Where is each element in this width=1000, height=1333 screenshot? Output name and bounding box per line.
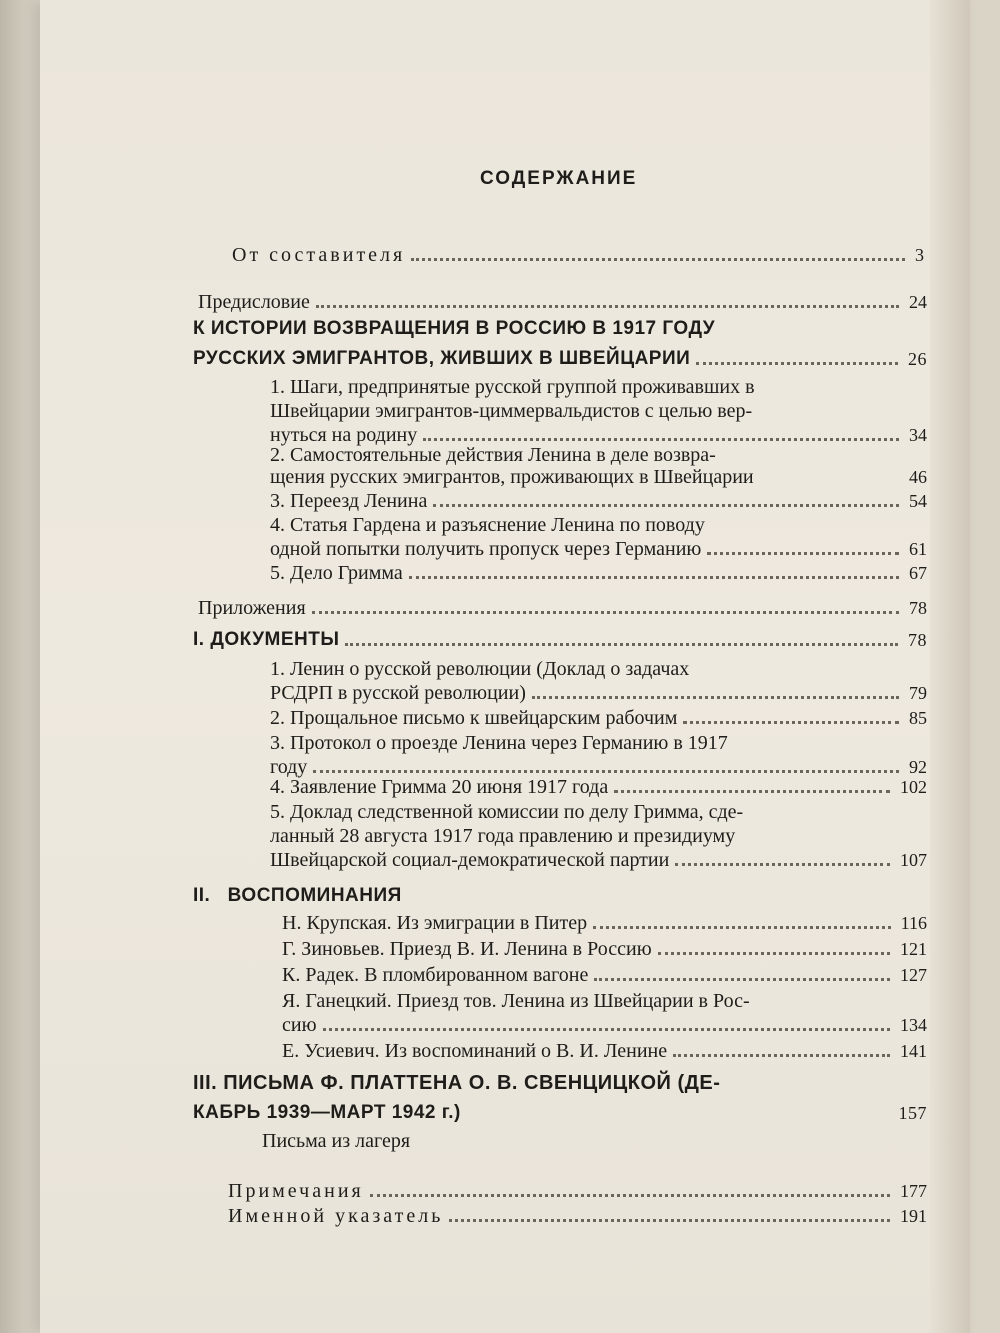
toc-page-number: 177	[900, 1181, 927, 1201]
toc-page-number: 141	[900, 1041, 927, 1061]
toc-item-last-line: щения русских эмигрантов, проживающих в Швейцарии	[270, 466, 754, 488]
memoir-item-4	[282, 1014, 927, 1036]
doc-item-5-line-2: ланный 28 августа 1917 года правлению и президиуму	[270, 825, 736, 847]
section-title-letters	[193, 1102, 927, 1124]
section-title-line-2: РУССКИХ ЭМИГРАНТОВ, ЖИВШИХ В ШВЕЙЦАРИИ	[193, 348, 691, 369]
leader-dots	[673, 1054, 890, 1057]
toc-page-number: 61	[909, 539, 927, 559]
toc-item-3	[270, 490, 927, 512]
toc-item-last-line: нуться на родину	[270, 424, 418, 446]
section-title-line-1: К ИСТОРИИ ВОЗВРАЩЕНИЯ В РОССИЮ В 1917 ГОДУ	[193, 318, 716, 339]
toc-page-number: 85	[909, 708, 927, 728]
toc-page-number: 26	[908, 349, 927, 369]
toc-item-last-line: сию	[282, 1014, 317, 1036]
leader-dots	[313, 770, 899, 773]
toc-item-4-line-1: 4. Статья Гардена и разъяснение Ленина по поводу	[270, 514, 705, 536]
leader-dots	[312, 611, 899, 614]
toc-item-last-line: Е. Усиевич. Из воспоминаний о В. И. Ленине	[282, 1040, 668, 1062]
toc-page-number: 134	[900, 1015, 927, 1035]
leader-dots	[449, 1219, 890, 1222]
toc-page-number: 67	[909, 563, 927, 583]
toc-page-number: 92	[909, 757, 927, 777]
toc-entry-title: Предисловие	[198, 291, 310, 313]
toc-entry-appendix	[198, 597, 927, 619]
section-title-letters-line-2: КАБРЬ 1939—МАРТ 1942 г.)	[193, 1102, 461, 1123]
toc-item-1-line-2: Швейцарии эмигрантов-циммервальдистов с целью вер-	[270, 400, 753, 422]
toc-item-last-line: Г. Зиновьев. Приезд В. И. Ленина в Россию	[282, 938, 652, 960]
toc-page-number: 107	[900, 850, 927, 870]
section-title-return-1917	[193, 348, 927, 370]
toc-item-last-line: Н. Крупская. Из эмиграции в Питер	[282, 912, 588, 934]
toc-page-number: 3	[915, 245, 927, 265]
leader-dots	[316, 305, 899, 308]
toc-item-last-line: году	[270, 756, 308, 778]
toc-item-last-line: РСДРП в русской революции)	[270, 682, 526, 704]
leader-dots	[707, 552, 899, 555]
doc-item-3-line-1: 3. Протокол о проезде Ленина через Германию в 1917	[270, 732, 728, 754]
toc-page-number: 191	[900, 1206, 927, 1226]
doc-item-1-line-1: 1. Ленин о русской революции (Доклад о задачах	[270, 658, 690, 680]
memoir-item-4-line-1: Я. Ганецкий. Приезд тов. Ленина из Швейцарии в Рос-	[282, 990, 750, 1012]
leader-dots	[696, 362, 898, 365]
toc-item-last-line: К. Радек. В пломбированном вагоне	[282, 964, 589, 986]
toc-page-number: 46	[909, 467, 927, 487]
toc-entry-preface	[198, 291, 927, 313]
letters-subtitle: Письма из лагеря	[262, 1130, 411, 1152]
leader-dots	[593, 926, 891, 929]
toc-item-2	[270, 466, 927, 488]
toc-item-last-line: 3. Переезд Ленина	[270, 490, 428, 512]
toc-item-last-line: 2. Прощальное письмо к швейцарским рабочим	[270, 707, 678, 729]
toc-page-number: 121	[900, 939, 927, 959]
toc-item-1	[270, 424, 927, 446]
contents-heading: СОДЕРЖАНИЕ	[480, 168, 638, 189]
leader-dots	[594, 978, 890, 981]
leader-dots	[614, 790, 890, 793]
memoir-item-1	[282, 912, 927, 934]
toc-page-number: 79	[909, 683, 927, 703]
section-title-documents	[193, 629, 927, 651]
toc-item-last-line: 5. Дело Гримма	[270, 562, 403, 584]
doc-item-5-line-1: 5. Доклад следственной комиссии по делу Гримма, сде-	[270, 801, 744, 823]
toc-item-2-line-1: 2. Самостоятельные действия Ленина в деле возвра-	[270, 444, 716, 466]
leader-dots	[683, 721, 899, 724]
toc-entry-title: Приложения	[198, 597, 306, 619]
section-title-letters-line-1: III. ПИСЬМА Ф. ПЛАТТЕНА О. В. СВЕНЦИЦКОЙ (ДЕ-	[193, 1072, 721, 1094]
leader-dots	[323, 1028, 890, 1031]
toc-page-number: 34	[909, 425, 927, 445]
toc-entry-title: От составителя	[232, 244, 406, 266]
toc-entry-notes	[228, 1180, 927, 1202]
doc-item-1	[270, 682, 927, 704]
leader-dots	[411, 258, 905, 261]
toc-page-number: 24	[909, 292, 927, 312]
toc-item-4	[270, 538, 927, 560]
section-title-memoirs: II. ВОСПОМИНАНИЯ	[193, 885, 402, 906]
leader-dots	[675, 863, 890, 866]
toc-item-1-line-1: 1. Шаги, предпринятые русской группой проживавших в	[270, 376, 755, 398]
toc-page-number: 116	[900, 913, 927, 933]
leader-dots	[345, 643, 898, 646]
toc-entry-from-compiler	[232, 244, 927, 266]
toc-page-number: 78	[908, 630, 927, 650]
toc-page-number: 78	[909, 598, 927, 618]
toc-entry-title: Примечания	[228, 1180, 364, 1202]
doc-item-2	[270, 707, 927, 729]
toc-entry-title: Именной указатель	[228, 1205, 444, 1227]
section-title: I. ДОКУМЕНТЫ	[193, 629, 340, 650]
memoir-item-2	[282, 938, 927, 960]
memoir-item-5	[282, 1040, 927, 1062]
leader-dots	[658, 952, 890, 955]
toc-page-number: 54	[909, 491, 927, 511]
toc-page-number: 127	[900, 965, 927, 985]
toc-page-number: 102	[900, 777, 927, 797]
leader-dots	[433, 504, 899, 507]
doc-item-3	[270, 756, 927, 778]
leader-dots	[409, 576, 899, 579]
doc-item-4	[270, 776, 927, 798]
toc-item-last-line: одной попытки получить пропуск через Германию	[270, 538, 702, 560]
toc-item-5	[270, 562, 927, 584]
toc-item-last-line: 4. Заявление Гримма 20 июня 1917 года	[270, 776, 609, 798]
doc-item-5	[270, 849, 927, 871]
leader-dots	[532, 696, 899, 699]
memoir-item-3	[282, 964, 927, 986]
toc-entry-index	[228, 1205, 927, 1227]
toc-page-number: 157	[898, 1103, 927, 1123]
leader-dots	[423, 438, 899, 441]
leader-dots	[370, 1194, 890, 1197]
toc-item-last-line: Швейцарской социал-демократической партии	[270, 849, 670, 871]
book-gutter	[930, 0, 970, 1333]
